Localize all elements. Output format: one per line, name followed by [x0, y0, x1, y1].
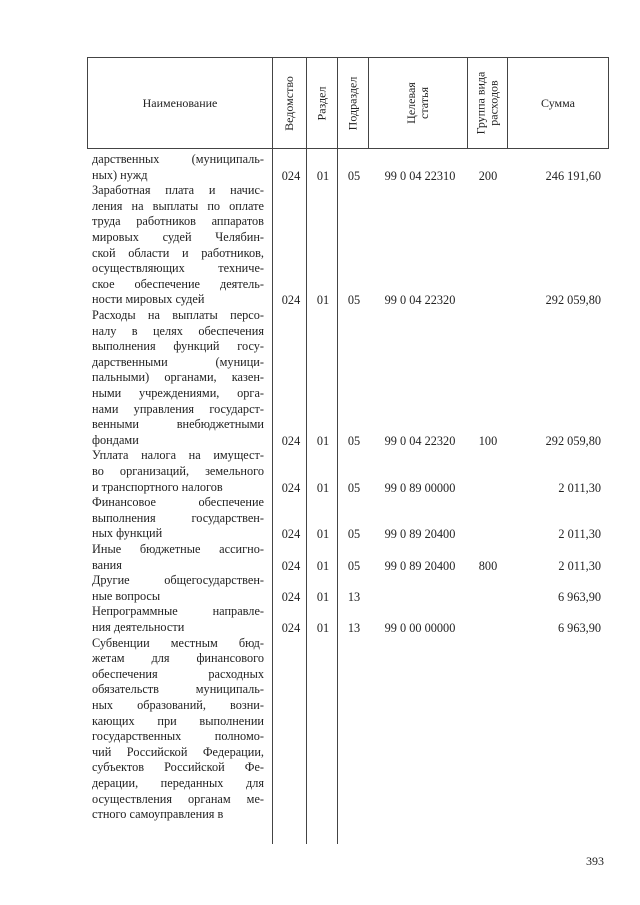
row-name-line: венными внебюджетными	[92, 417, 264, 432]
row-razd: 01	[316, 293, 330, 308]
table-header-bottom-border	[87, 148, 609, 149]
header-celevaya-line-2: статья	[416, 87, 431, 119]
header-podrazdel	[338, 58, 368, 148]
row-razd: 01	[316, 589, 330, 604]
header-vedomstvo-text: Ведомство	[282, 75, 297, 131]
row-sum: 6 963,90	[557, 621, 601, 635]
row-name-line: Заработная плата и начис-	[92, 183, 264, 198]
row-name-line: и транспортного налогов	[92, 479, 223, 494]
row-sum: 292 059,80	[545, 433, 601, 448]
row-name-line: осуществляющих техниче-	[92, 261, 264, 276]
row-sum: 2 011,30	[558, 527, 601, 542]
row-name-line: выполнения государствен-	[92, 510, 264, 525]
row-name-line: обеспечения расходных	[92, 666, 264, 681]
row-name-line: ных образований, возни-	[92, 697, 264, 712]
header-gruppa	[468, 58, 507, 148]
row-ved: 024	[281, 621, 301, 635]
row-podr: 05	[347, 433, 361, 448]
row-name-line: мировых судей Челябин-	[92, 229, 264, 244]
row-ved: 024	[281, 480, 301, 495]
header-vedomstvo	[273, 58, 306, 148]
row-razd: 01	[316, 168, 330, 183]
row-name-line: фондами	[92, 432, 139, 447]
row-name-line: вания	[92, 557, 122, 572]
row-name	[92, 604, 264, 635]
row-name-line: труда работников аппаратов	[92, 214, 264, 229]
header-summa	[508, 58, 608, 148]
row-sum: 6 963,90	[557, 589, 601, 604]
header-gruppa-line-2: расходов	[486, 80, 501, 126]
row-cel: 99 0 89 20400	[384, 558, 456, 573]
row-razd: 01	[316, 527, 330, 542]
row-name-line: жетам для финансового	[92, 651, 264, 666]
row-name-line: осуществления органам ме-	[92, 791, 264, 806]
row-name-line: дарственными (муници-	[92, 354, 264, 369]
page-number: 393	[586, 854, 604, 868]
row-name-line: ности мировых судей	[92, 292, 205, 307]
column-divider-1	[272, 57, 273, 844]
header-razdel-text: Раздел	[314, 86, 329, 120]
row-ved: 024	[281, 168, 301, 183]
header-name-text: Наименование	[142, 95, 218, 110]
row-name-line: Другие общегосударствен-	[92, 573, 264, 588]
row-name-line: Непрограммные направле-	[92, 604, 264, 619]
header-celevaya	[369, 58, 467, 148]
row-podr: 05	[347, 480, 361, 495]
header-celevaya-text	[405, 82, 431, 124]
row-name-line: обязательств муниципаль-	[92, 682, 264, 697]
row-name	[92, 152, 264, 183]
row-name-line: дерации, переданных для	[92, 775, 264, 790]
row-name-line: чий Российской Федерации,	[92, 744, 264, 759]
row-podr: 13	[347, 621, 361, 635]
row-sum: 2 011,30	[558, 480, 601, 495]
row-cel: 99 0 00 00000	[384, 621, 456, 635]
row-cel: 99 0 04 22310	[384, 168, 456, 183]
row-sum: 246 191,60	[545, 168, 601, 183]
row-name-line: Финансовое обеспечение	[92, 495, 264, 510]
row-ved: 024	[281, 558, 301, 573]
row-ved: 024	[281, 527, 301, 542]
row-ved: 024	[281, 433, 301, 448]
row-name	[92, 542, 264, 573]
row-podr: 05	[347, 168, 361, 183]
row-grp: 200	[478, 168, 498, 183]
column-divider-3	[337, 57, 338, 844]
header-gruppa-line-1: Группа вида	[473, 71, 488, 135]
row-podr: 05	[347, 558, 361, 573]
row-grp: 800	[478, 558, 498, 573]
row-razd: 01	[316, 433, 330, 448]
row-cel: 99 0 89 20400	[384, 527, 456, 542]
row-cel: 99 0 04 22320	[384, 433, 456, 448]
row-name	[92, 636, 264, 823]
row-cel: 99 0 89 00000	[384, 480, 456, 495]
row-name-line: налу в целях обеспечения	[92, 323, 264, 338]
row-name-line: субъектов Российской Фе-	[92, 760, 264, 775]
row-name	[92, 183, 264, 308]
row-sum: 2 011,30	[558, 558, 601, 573]
row-name-line: ные вопросы	[92, 588, 161, 603]
row-name	[92, 495, 264, 542]
row-ved: 024	[281, 589, 301, 604]
row-name-line: пальными) органами, казен-	[92, 370, 264, 385]
row-razd: 01	[316, 480, 330, 495]
header-summa-text: Сумма	[541, 95, 575, 110]
row-ved: 024	[281, 293, 301, 308]
row-razd: 01	[316, 558, 330, 573]
row-name-line: ных функций	[92, 526, 163, 541]
row-sum: 292 059,80	[545, 293, 601, 308]
row-name-line: Уплата налога на имущест-	[92, 448, 264, 463]
header-razdel	[307, 58, 337, 148]
row-name-line: выполнения функций госу-	[92, 339, 264, 354]
row-name-line: Расходы на выплаты персо-	[92, 308, 264, 322]
row-name-line: ления на выплаты по оплате	[92, 198, 264, 213]
row-name-line: стного самоуправления в	[92, 807, 224, 822]
header-gruppa-text	[475, 72, 501, 135]
row-name	[92, 448, 264, 495]
row-name-line: ское обеспечение деятель-	[92, 276, 264, 291]
row-podr: 13	[347, 589, 361, 604]
row-name-line: Субвенции местным бюд-	[92, 635, 264, 650]
row-name-line: ской области и работников,	[92, 245, 264, 260]
row-name-line: государственных полномо-	[92, 729, 264, 744]
header-name	[88, 58, 272, 148]
row-name-line: ными учреждениями, орга-	[92, 385, 264, 400]
column-divider-2	[306, 57, 307, 844]
row-name-line: дарственных (муниципаль-	[92, 152, 264, 166]
row-podr: 05	[347, 527, 361, 542]
table-right-border	[608, 57, 609, 149]
row-cel: 99 0 04 22320	[384, 293, 456, 308]
row-name-line: ных) нужд	[92, 167, 148, 182]
row-name-line: кающих при выполнении	[92, 713, 264, 728]
row-name-line: нами управления государст-	[92, 401, 264, 416]
row-podr: 05	[347, 293, 361, 308]
header-podrazdel-text: Подраздел	[345, 76, 360, 130]
row-grp: 100	[478, 433, 498, 448]
row-name	[92, 308, 264, 448]
row-razd: 01	[316, 621, 330, 635]
row-name-line: Иные бюджетные ассигно-	[92, 542, 264, 556]
row-name-line: ния деятельности	[92, 619, 185, 634]
row-name	[92, 573, 264, 604]
header-celevaya-line-1: Целевая	[403, 82, 418, 124]
row-name-line: во организаций, земельного	[92, 463, 264, 478]
